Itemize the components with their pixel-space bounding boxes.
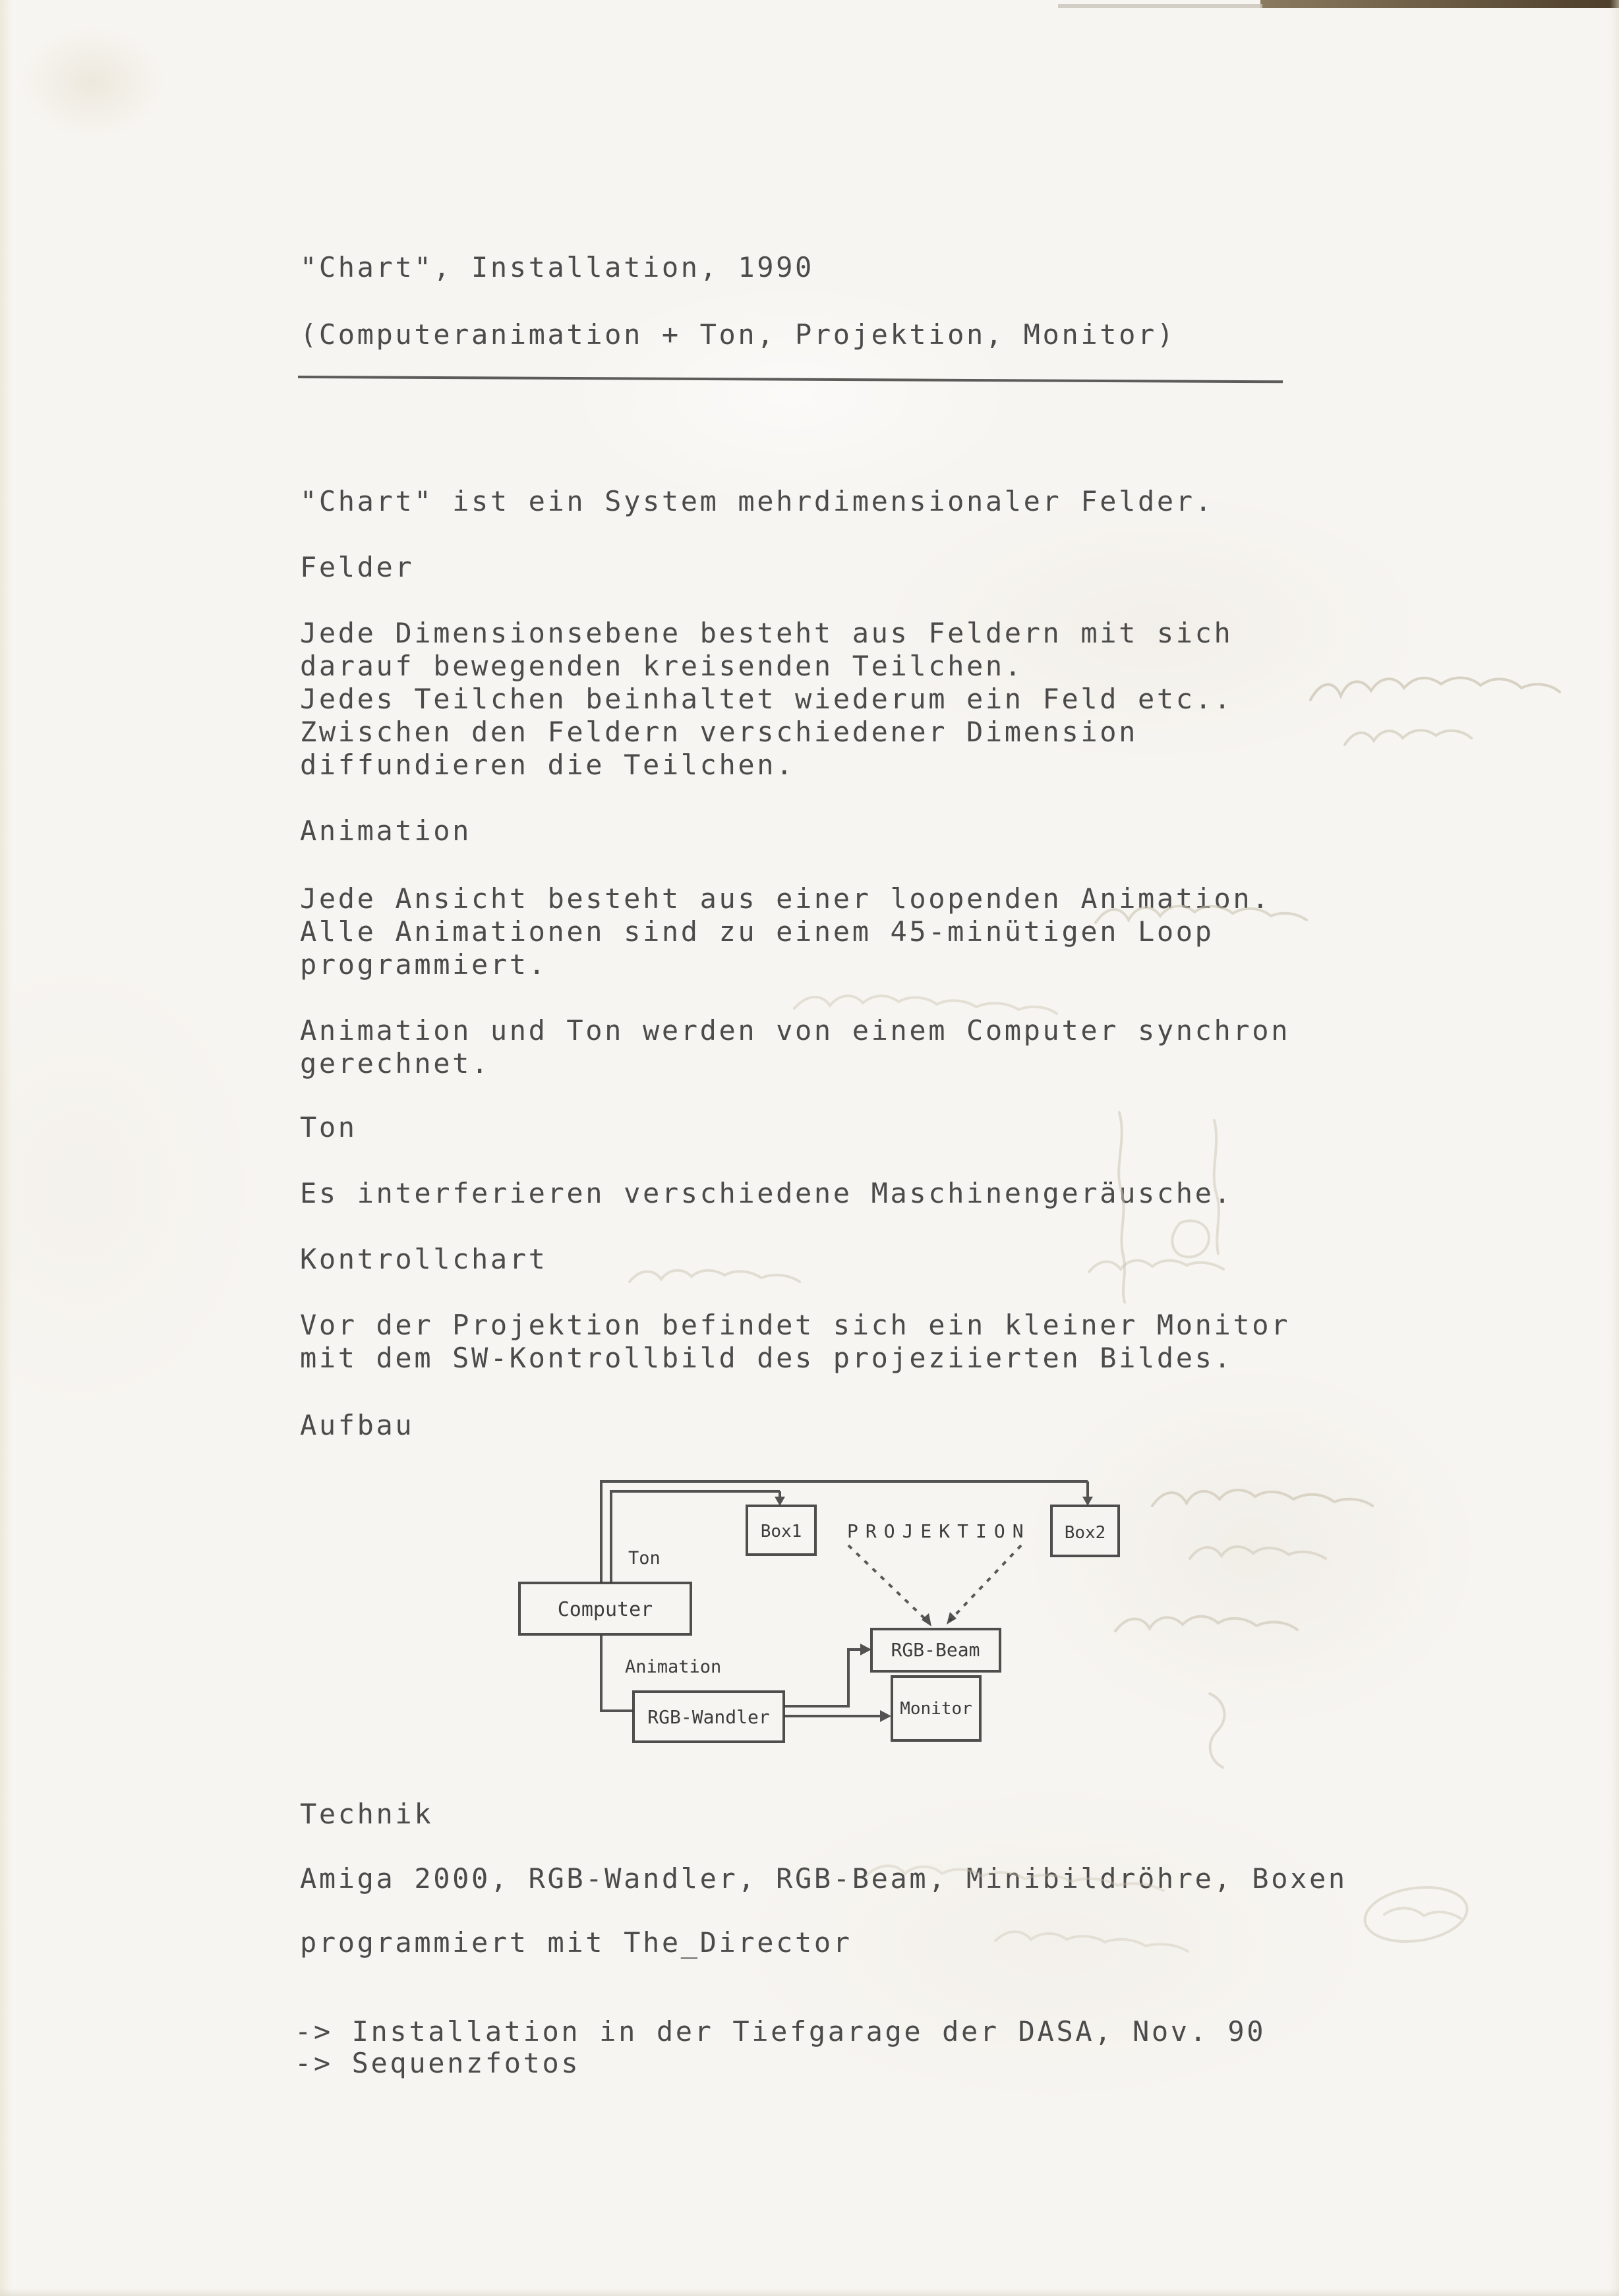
doc-subtitle: (Computeranimation + Ton, Projektion, Monitor) (300, 318, 1176, 351)
handwriting-line (1345, 730, 1471, 745)
title-underline (298, 376, 1283, 383)
doc-title: "Chart", Installation, 1990 (300, 251, 814, 283)
arrow-into-monitor (880, 1710, 891, 1722)
wandler-to-beam-wire (784, 1650, 860, 1706)
box2-label: Box2 (1064, 1523, 1106, 1543)
animation-line-2: Alle Animationen sind zu einem 45-minütigen Loop (300, 915, 1214, 948)
computer-label: Computer (557, 1598, 653, 1621)
handwriting-oval (1361, 1881, 1471, 1948)
felder-line-1: Jede Dimensionsebene besteht aus Feldern mit sich (300, 617, 1233, 649)
scan-edge-top (1260, 0, 1619, 8)
animation-line-5: gerechnet. (300, 1047, 490, 1079)
handwriting-line (1384, 1908, 1461, 1918)
scan-edge-left (0, 0, 12, 2296)
intro-line: "Chart" ist ein System mehrdimensionaler Felder. (300, 485, 1214, 517)
arrow-into-box2 (1082, 1497, 1093, 1506)
felder-line-4: Zwischen den Feldern verschiedener Dimension (300, 716, 1138, 748)
handwriting-sketch (1172, 1220, 1209, 1257)
setup-diagram (517, 1478, 1121, 1746)
heading-animation: Animation (300, 815, 471, 847)
animation-wire-label: Animation (625, 1657, 722, 1677)
projection-beam-right (950, 1545, 1021, 1621)
technik-line-2: programmiert mit The_Director (300, 1926, 852, 1959)
beam-arrowhead-right (947, 1612, 957, 1624)
felder-line-2: darauf bewegenden kreisenden Teilchen. (300, 650, 1024, 682)
felder-line-5: diffundieren die Teilchen. (300, 749, 796, 781)
scan-edge-right (1610, 0, 1619, 2296)
heading-kontrollchart: Kontrollchart (300, 1243, 548, 1275)
heading-aufbau: Aufbau (300, 1409, 415, 1441)
handwriting-line (1115, 1617, 1297, 1631)
footnote-line-2: -> Sequenzfotos (295, 2047, 581, 2079)
handwriting-line (1089, 1261, 1223, 1272)
handwriting-line (1190, 1547, 1326, 1559)
handwriting-line (995, 1932, 1188, 1951)
ton-line-1: Es interferieren verschiedene Maschinengeräusche. (300, 1177, 1233, 1209)
handwriting-line (1152, 1490, 1372, 1506)
projection-beam-left (848, 1545, 929, 1622)
animation-line-1: Jede Ansicht besteht aus einer loopenden Animation. (300, 882, 1272, 915)
arrow-into-rgb-beam (860, 1644, 871, 1655)
heading-ton: Ton (300, 1111, 357, 1143)
animation-line-3: programmiert. (300, 948, 548, 981)
handwriting-sketch (1210, 1694, 1224, 1767)
ton-wire-label: Ton (628, 1548, 661, 1568)
felder-line-3: Jedes Teilchen beinhaltet wiederum ein Feld etc.. (300, 683, 1233, 715)
rgb-wandler-label: RGB-Wandler (647, 1706, 770, 1728)
kontrollchart-line-1: Vor der Projektion befindet sich ein kleiner Monitor (300, 1309, 1291, 1341)
animation-line-4: Animation und Ton werden von einem Computer synchron (300, 1014, 1291, 1047)
footnote-line-1: -> Installation in der Tiefgarage der DASA, Nov. 90 (295, 2015, 1266, 2048)
heading-felder: Felder (300, 551, 415, 583)
handwriting-line (1310, 677, 1560, 700)
monitor-label: Monitor (900, 1699, 972, 1719)
handwriting-line (794, 996, 1057, 1014)
arrow-into-box1 (775, 1497, 785, 1506)
projection-beams (848, 1545, 1021, 1622)
technik-line-1: Amiga 2000, RGB-Wandler, RGB-Beam, Minibildröhre, Boxen (300, 1862, 1347, 1895)
scan-edge-bottom (0, 2288, 1619, 2296)
paper-stain (20, 26, 165, 138)
heading-technik: Technik (300, 1798, 434, 1830)
box1-label: Box1 (760, 1522, 802, 1541)
handwriting-line (630, 1271, 800, 1282)
rgb-beam-label: RGB-Beam (891, 1639, 980, 1661)
scan-edge-top-faint (1058, 4, 1262, 8)
kontrollchart-line-2: mit dem SW-Kontrollbild des projeziierten Bildes. (300, 1342, 1233, 1374)
projektion-label: PROJEKTION (847, 1520, 1031, 1542)
